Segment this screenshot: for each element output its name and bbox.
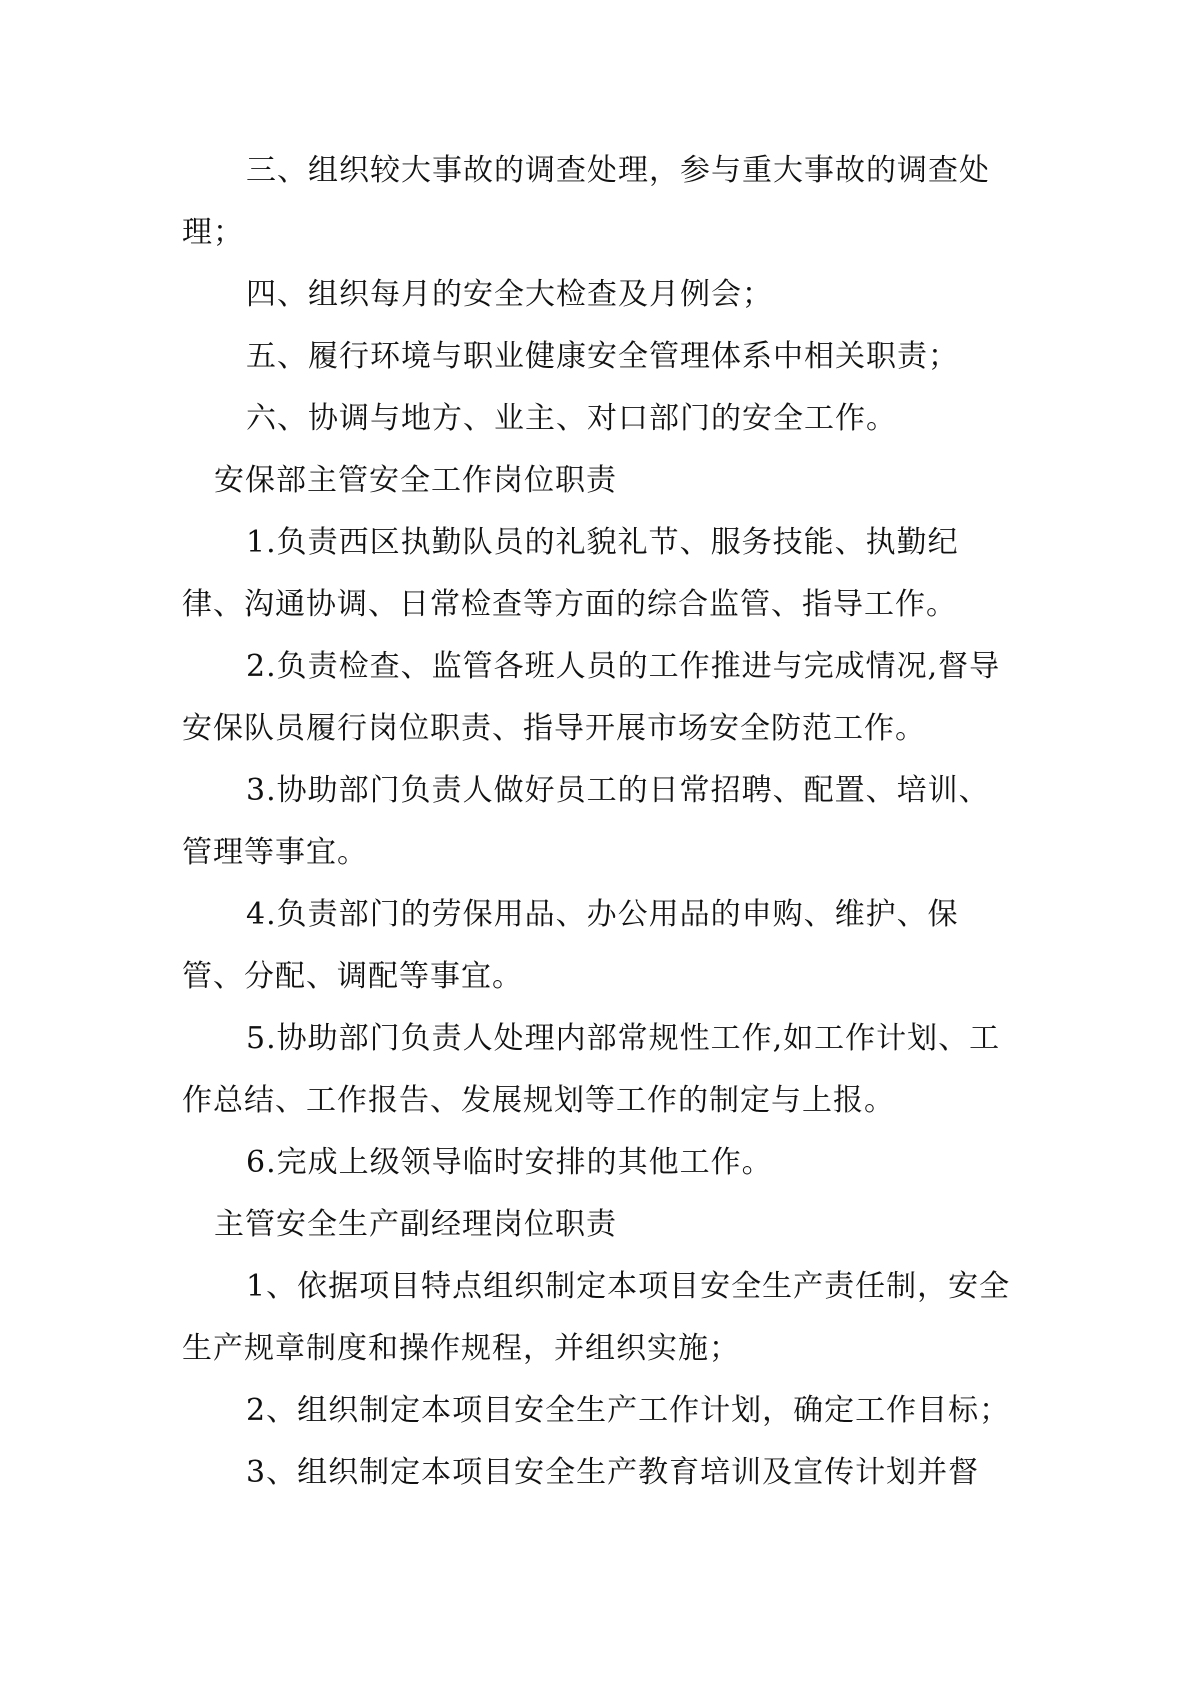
manager-duty-item-2: 2、组织制定本项目安全生产工作计划，确定工作目标；: [246, 1393, 1011, 1428]
paragraph-item-3: 三、组织较大事故的调查处理，参与重大事故的调查处理；: [182, 153, 990, 250]
duty-item-3: 3.协助部门负责人做好员工的日常招聘、配置、培训、管理等事宜。: [182, 773, 990, 870]
duty-item-1: 1.负责西区执勤队员的礼貌礼节、服务技能、执勤纪律、沟通协调、日常检查等方面的综合监管、指导工作。: [182, 525, 959, 622]
paragraph-item-6: 六、协调与地方、业主、对口部门的安全工作。: [246, 401, 897, 436]
duty-item-6: 6.完成上级领导临时安排的其他工作。: [246, 1145, 773, 1180]
duty-item-4: 4.负责部门的劳保用品、办公用品的申购、维护、保管、分配、调配等事宜。: [182, 897, 959, 994]
duty-item-2: 2.负责检查、监管各班人员的工作推进与完成情况,督导安保队员履行岗位职责、指导开展市场安全防范工作。: [182, 649, 1001, 746]
duty-item-5: 5.协助部门负责人处理内部常规性工作,如工作计划、工作总结、工作报告、发展规划等工作的制定与上报。: [182, 1021, 1001, 1118]
paragraph-item-5: 五、履行环境与职业健康安全管理体系中相关职责；: [246, 339, 959, 374]
section-heading-security-dept: 安保部主管安全工作岗位职责: [214, 463, 617, 498]
section-heading-deputy-manager: 主管安全生产副经理岗位职责: [214, 1207, 617, 1242]
paragraph-item-4: 四、组织每月的安全大检查及月例会；: [246, 277, 773, 312]
document-body: [182, 140, 1012, 1504]
manager-duty-item-1: 1、依据项目特点组织制定本项目安全生产责任制，安全生产规章制度和操作规程，并组织实施；: [182, 1269, 1011, 1366]
manager-duty-item-3: 3、组织制定本项目安全生产教育培训及宣传计划并督: [246, 1455, 980, 1490]
